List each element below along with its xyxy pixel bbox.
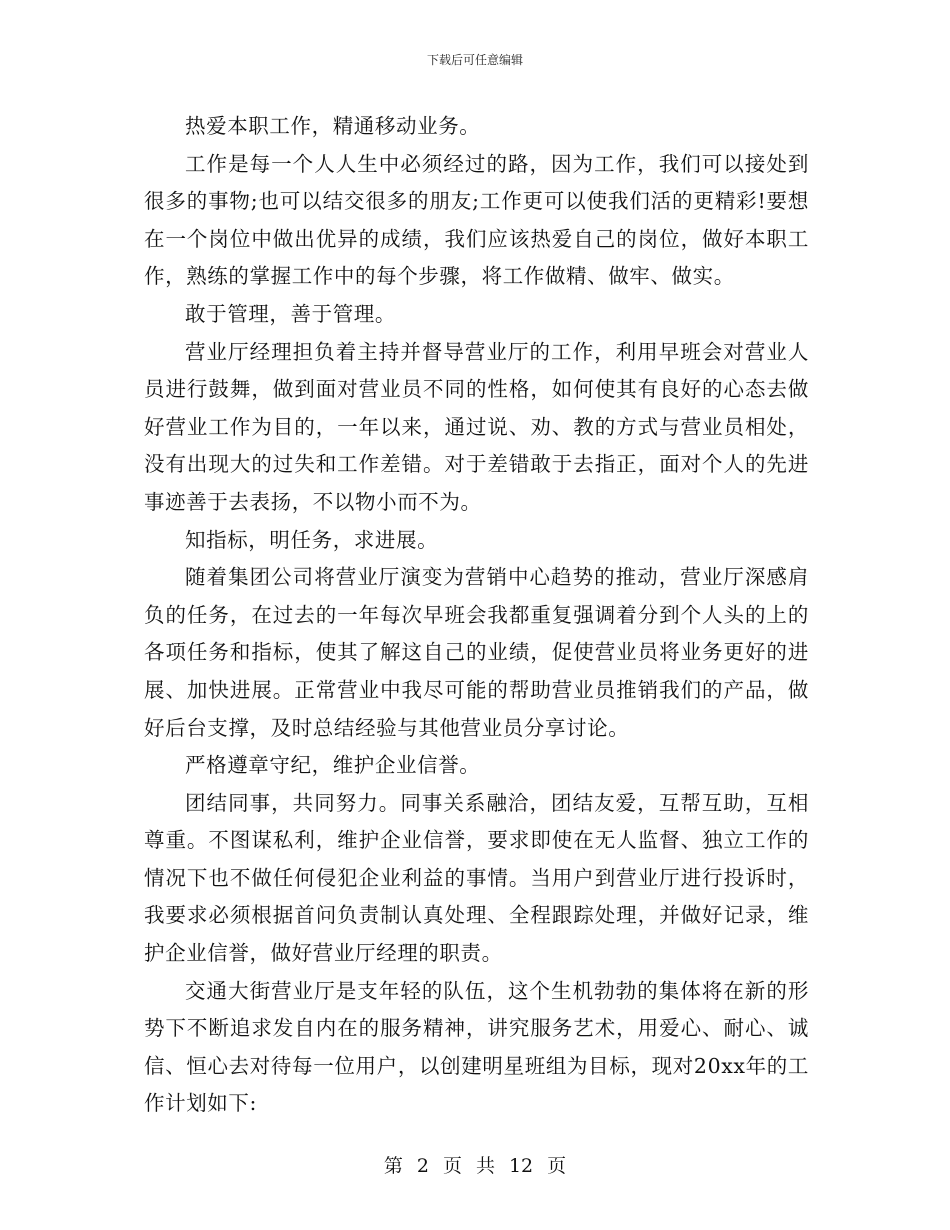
paragraph: 营业厅经理担负着主持并督导营业厅的工作，利用早班会对营业人员进行鼓舞，做到面对营业员不同的性格，如何使其有良好的心态去做好营业工作为目的，一年以来，通过说、劝、教的方式与营业员相处，没有出现大的过失和工作差错。对于差错敢于去指正，面对个人的先进事迹善于去表扬，不以物小而不为。 <box>144 339 809 514</box>
paragraph: 随着集团公司将营业厅演变为营销中心趋势的推动，营业厅深感肩负的任务，在过去的一年每次早班会我都重复强调着分到个人头的上的各项任务和指标，使其了解这自己的业绩，促使营业员将业务更好的进展、加快进展。正常营业中我尽可能的帮助营业员推销我们的产品，做好后台支撑，及时总结经验与其他营业员分享讨论。 <box>144 565 809 740</box>
paragraph-heading: 敢于管理，善于管理。 <box>185 301 396 326</box>
paragraph-heading: 严格遵章守纪，维护企业信誉。 <box>185 753 481 778</box>
footer-total-pages: 12 <box>508 1155 534 1177</box>
paragraph: 交通大街营业厅是支年轻的队伍，这个生机勃勃的集体将在新的形势下不断追求发自内在的服务精神，讲究服务艺术，用爱心、耐心、诚信、恒心去对待每一位用户，以创建明星班组为目标，现对20xx年的工作计划如下: <box>144 978 809 1116</box>
page-footer <box>0 1154 950 1178</box>
footer-total-unit: 页 <box>547 1155 567 1177</box>
paragraph: 工作是每一个人人生中必须经过的路，因为工作，我们可以接处到很多的事物;也可以结交很多的朋友;工作更可以使我们活的更精彩!要想在一个岗位中做出优异的成绩，我们应该热爱自己的岗位，做好本职工作，熟练的掌握工作中的每个步骤，将工作做精、做牢、做实。 <box>144 151 809 289</box>
footer-page-unit: 页 <box>442 1155 462 1177</box>
paragraph-heading: 热爱本职工作，精通移动业务。 <box>185 114 481 138</box>
paragraph: 团结同事，共同努力。同事关系融洽，团结友爱，互帮互助，互相尊重。不图谋私利，维护企业信誉，要求即使在无人监督、独立工作的情况下也不做任何侵犯企业利益的事情。当用户到营业厅进行投诉时，我要求必须根据首问负责制认真处理、全程跟踪处理，并做好记录，维护企业信誉，做好营业厅经理的职责。 <box>144 790 809 966</box>
footer-total-prefix: 共 <box>475 1155 495 1177</box>
header-note: 下载后可任意编辑 <box>426 53 523 67</box>
document-body <box>144 108 809 1123</box>
footer-page-number: 2 <box>416 1155 429 1177</box>
footer-prefix: 第 <box>383 1155 403 1177</box>
paragraph-heading: 知指标，明任务，求进展。 <box>185 527 439 552</box>
